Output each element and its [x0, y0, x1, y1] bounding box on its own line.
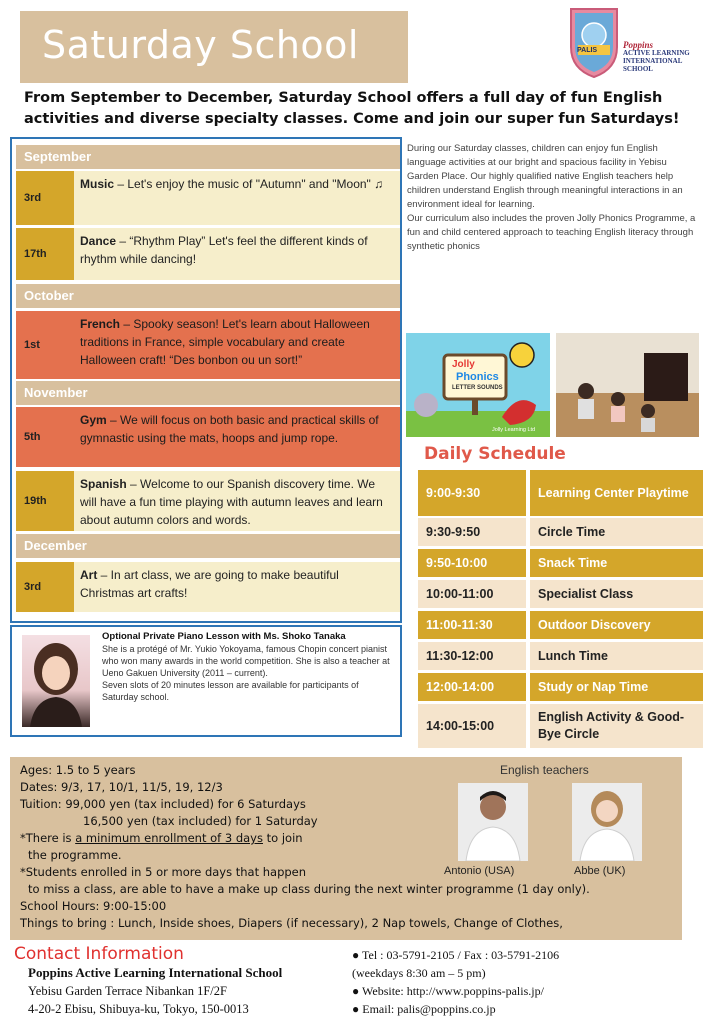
schedule-row [418, 549, 703, 577]
info-makeup: *Students enrolled in 5 or more days that happen [20, 865, 307, 879]
contact-address-line1: Yebisu Garden Terrace Nibankan 1F/2F [28, 984, 227, 998]
contact-website[interactable] [352, 982, 702, 1000]
piano-lesson-body: She is a protégé of Mr. Yukio Yokoyama, famous Chopin concert pianist who won many awards in the world competition. She is also a teacher at Ueno Gakuen University (2011 – current). [102, 644, 390, 678]
schedule-activity: Study or Nap Time [530, 673, 703, 701]
event-text: – Spooky season! Let's learn about Halloween traditions in France, simple vocabulary and create Halloween craft! “Des bonbon ou un sort!” [80, 317, 370, 367]
month-header-december: December [16, 534, 400, 558]
info-dates: Dates: 9/3, 17, 10/1, 11/5, 19, 12/3 [20, 780, 223, 794]
bullet-icon: ● [352, 948, 363, 962]
month-header-october: October [16, 284, 400, 308]
page-title: Saturday School [42, 23, 359, 67]
schedule-activity: Lunch Time [530, 642, 703, 670]
event-date: 19th [24, 495, 47, 507]
contact-email[interactable] [352, 1000, 702, 1018]
schedule-activity: Specialist Class [530, 580, 703, 608]
piano-lesson-title: Optional Private Piano Lesson with Ms. Shoko Tanaka [102, 631, 346, 642]
contact-hours: (weekdays 8:30 am – 5 pm) [352, 966, 486, 980]
contact-details [352, 946, 702, 1018]
month-header-september: September [16, 145, 400, 169]
schedule-row [418, 611, 703, 639]
description-paragraph: Our curriculum also includes the proven Jolly Phonics Programme, a fun and child centered approach to teaching English literacy through synthetic phonics [407, 213, 696, 252]
event-subject: Spanish [80, 477, 127, 491]
event-date: 3rd [24, 192, 42, 204]
event-date: 5th [24, 431, 41, 443]
info-min-continued: the programme. [28, 848, 122, 862]
info-min-post: to join [262, 831, 303, 845]
bullet-icon: ● [352, 984, 363, 998]
event-description [74, 407, 400, 467]
schedule-activity: Circle Time [530, 518, 703, 546]
jolly-phonics-image [406, 333, 550, 437]
classroom-photo [556, 333, 699, 437]
event-text: – We will focus on both basic and practical skills of gymnastic using the mats, hoops and jump rope. [80, 413, 379, 445]
info-school-hours: School Hours: 9:00-15:00 [20, 899, 167, 913]
school-logo [555, 5, 707, 85]
info-min-pre: *There is [20, 831, 76, 845]
info-ages: Ages: 1.5 to 5 years [20, 763, 136, 777]
schedule-row [418, 580, 703, 608]
english-teachers-label: English teachers [500, 763, 589, 777]
schedule-time: 9:30-9:50 [418, 518, 526, 546]
info-min-underline: a minimum enrollment of 3 days [75, 831, 263, 845]
info-things-to-bring: Things to bring : Lunch, Inside shoes, Diapers (if necessary), 2 Nap towels, Change of Clothes, [20, 916, 563, 930]
teacher-name-abbe: Abbe (UK) [574, 865, 626, 877]
schedule-row [418, 470, 703, 516]
schedule-time: 9:50-10:00 [418, 549, 526, 577]
piano-lesson-text [102, 631, 396, 703]
schedule-time: 12:00-14:00 [418, 673, 526, 701]
event-row [16, 471, 400, 531]
jolly-brand-text: Jolly [452, 359, 475, 370]
letter-sounds-text: LETTER SOUNDS [452, 385, 503, 391]
schedule-row [418, 673, 703, 701]
contact-email-text[interactable]: Email: palis@poppins.co.jp [362, 1002, 496, 1016]
contact-organization: Poppins Active Learning International School [28, 965, 283, 980]
event-description [74, 471, 400, 531]
schedule-time: 14:00-15:00 [418, 704, 526, 748]
contact-tel-text: Tel : 03-5791-2105 / Fax : 03-5791-2106 [362, 948, 560, 962]
contact-title: Contact Information [14, 944, 184, 964]
logo-line2: INTERNATIONAL SCHOOL [623, 57, 682, 73]
event-description [74, 228, 400, 280]
event-subject: Dance [80, 234, 117, 248]
logo-brand: Poppins [623, 40, 654, 50]
schedule-time: 9:00-9:30 [418, 470, 526, 516]
piano-teacher-photo [22, 635, 90, 727]
publisher-text: Jolly Learning Ltd [492, 427, 536, 433]
daily-schedule-title: Daily Schedule [424, 444, 566, 464]
event-subject: Art [80, 568, 98, 582]
event-text: – Welcome to our Spanish discovery time. We will have a fun time playing with autumn leaves and learn about autumn colors and words. [80, 477, 383, 527]
logo-wordmark [623, 41, 707, 73]
teacher-photo-abbe [572, 783, 642, 861]
event-row [16, 562, 400, 612]
logo-line1: ACTIVE LEARNING [623, 49, 690, 57]
schedule-activity: Learning Center Playtime [530, 470, 703, 516]
schedule-time: 11:30-12:00 [418, 642, 526, 670]
info-tuition-single: 16,500 yen (tax included) for 1 Saturday [83, 814, 318, 828]
event-row [16, 171, 400, 225]
event-subject: Music [80, 177, 115, 191]
teacher-name-antonio: Antonio (USA) [444, 865, 515, 877]
contact-address-line2: 4-20-2 Ebisu, Shibuya-ku, Tokyo, 150-0013 [28, 1002, 249, 1016]
info-tuition: Tuition: 99,000 yen (tax included) for 6 Saturdays [20, 797, 306, 811]
contact-address [28, 964, 282, 1018]
schedule-row [418, 642, 703, 670]
phonics-word-text: Phonics [456, 371, 499, 383]
schedule-activity: Outdoor Discovery [530, 611, 703, 639]
person-icon [572, 783, 642, 861]
piano-lesson-slots: Seven slots of 20 minutes lesson are available for participants of Saturday school. [102, 680, 359, 702]
schedule-time: 10:00-11:00 [418, 580, 526, 608]
crest-icon [565, 5, 623, 79]
event-date: 17th [24, 248, 47, 260]
event-text: – Let's enjoy the music of "Autumn" and "Moon" ♫ [114, 177, 384, 191]
classroom-illustration [556, 333, 699, 437]
description-paragraph: During our Saturday classes, children can enjoy fun English language activities at our bright and spacious facility in Yebisu Garden Place. Our highly qualified native English teachers help children understand English through meaningful interactions in an environment ideal for learning. [407, 143, 683, 210]
piano-lesson-box [10, 625, 402, 737]
event-date: 1st [24, 339, 40, 351]
schedule-activity: English Activity & Good-Bye Circle [530, 704, 703, 748]
crest-text: PALIS [577, 47, 598, 54]
schedule-activity: Snack Time [530, 549, 703, 577]
monthly-classes-panel [10, 137, 402, 623]
event-description [74, 171, 400, 225]
title-banner [20, 11, 408, 83]
person-icon [22, 635, 90, 727]
contact-tel [352, 946, 702, 964]
event-date: 3rd [24, 581, 42, 593]
program-description [407, 142, 697, 254]
info-makeup-continued: to miss a class, are able to have a make up class during the next winter programme (1 day only). [28, 882, 590, 896]
person-icon [458, 783, 528, 861]
schedule-row [418, 704, 703, 748]
event-text: – “Rhythm Play” Let's feel the different kinds of rhythm while dancing! [80, 234, 368, 266]
bullet-icon: ● [352, 1002, 363, 1016]
teacher-photo-antonio [458, 783, 528, 861]
event-row [16, 407, 400, 467]
event-row [16, 228, 400, 280]
program-info-box [10, 757, 682, 940]
event-description [74, 562, 400, 612]
event-text: – In art class, we are going to make beautiful Christmas art crafts! [80, 568, 339, 600]
event-description [74, 311, 400, 379]
contact-website-text[interactable]: Website: http://www.poppins-palis.jp/ [362, 984, 544, 998]
schedule-row [418, 518, 703, 546]
schedule-time: 11:00-11:30 [418, 611, 526, 639]
event-subject: Gym [80, 413, 107, 427]
intro-text: From September to December, Saturday School offers a full day of fun English activities and diverse specialty classes. Come and join our super fun Saturdays! [24, 90, 680, 127]
event-subject: French [80, 317, 121, 331]
event-row [16, 311, 400, 379]
month-header-november: November [16, 381, 400, 405]
